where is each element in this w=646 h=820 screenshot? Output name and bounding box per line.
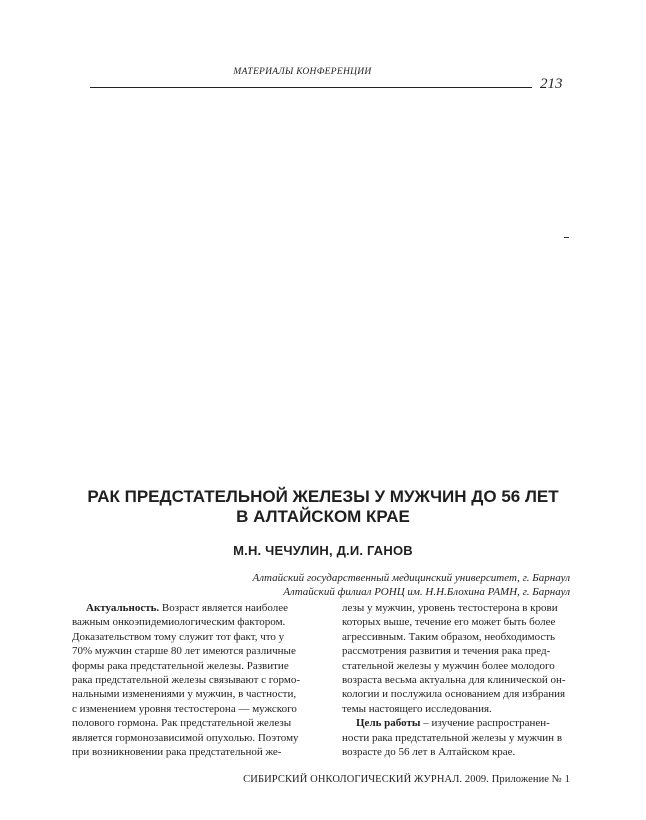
body-line: полового гормона. Рак предстательной железы bbox=[72, 717, 292, 730]
body-line: возрасте до 56 лет в Алтайском крае. bbox=[342, 746, 516, 759]
section-heading-relevance: Актуальность. bbox=[86, 602, 160, 614]
body-line: кологии и послужила основанием для избрания bbox=[342, 688, 566, 701]
body-line: формы рака предстательной железы. Развитие bbox=[72, 659, 289, 672]
body-line: 70% мужчин старше 80 лет имеются различные bbox=[72, 645, 296, 658]
body-line: нальными изменениями у мужчин, в частности, bbox=[72, 688, 297, 701]
journal-footer: СИБИРСКИЙ ОНКОЛОГИЧЕСКИЙ ЖУРНАЛ. 2009. Приложение № 1 bbox=[243, 774, 570, 785]
body-line: Цель работы – изучение распространен- bbox=[356, 717, 550, 730]
running-head: МАТЕРИАЛЫ КОНФЕРЕНЦИИ bbox=[233, 67, 372, 77]
affiliations bbox=[80, 571, 570, 599]
body-column-right bbox=[342, 601, 566, 759]
page-number: 213 bbox=[540, 76, 563, 92]
header-rule bbox=[90, 87, 532, 88]
body-line: Доказательством тому служит тот факт, что у bbox=[72, 630, 285, 643]
body-line: возраста весьма актуальна для клинической он- bbox=[342, 674, 566, 687]
body-line: при возникновении рака предстательной же- bbox=[72, 746, 282, 759]
body-line: с изменением уровня тестостерона — мужского bbox=[72, 702, 297, 715]
body-line: важным онкоэпидемиологическим фактором. bbox=[72, 616, 286, 629]
body-line: рака предстательной железы связывают с гормо- bbox=[72, 674, 300, 687]
article-title bbox=[40, 487, 606, 527]
affiliation-line: Алтайский филиал РОНЦ им. Н.Н.Блохина РАМН, г. Барнаул bbox=[283, 586, 570, 598]
article-title-line-2: В АЛТАЙСКОМ КРАЕ bbox=[236, 507, 410, 526]
body-column-left bbox=[72, 601, 300, 759]
article-authors: М.Н. ЧЕЧУЛИН, Д.И. ГАНОВ bbox=[233, 543, 413, 558]
body-line: темы настоящего исследования. bbox=[342, 702, 492, 715]
section-heading-aim: Цель работы bbox=[356, 717, 421, 730]
body-line: является гормонозависимой опухолью. Поэтому bbox=[72, 731, 299, 744]
body-line: ности рака предстательной железы у мужчин в bbox=[342, 731, 563, 744]
body-line: агрессивным. Таким образом, необходимость bbox=[342, 630, 556, 643]
body-line: стательной железы у мужчин более молодого bbox=[342, 659, 555, 672]
article-title-line-1: РАК ПРЕДСТАТЕЛЬНОЙ ЖЕЛЕЗЫ У МУЖЧИН ДО 56 ЛЕТ bbox=[87, 487, 559, 506]
body-line: рассмотрения развития и течения рака пред- bbox=[342, 645, 551, 658]
affiliation-line: Алтайский государственный медицинский университет, г. Барнаул bbox=[252, 572, 570, 584]
body-line: лезы у мужчин, уровень тестостерона в крови bbox=[342, 602, 558, 614]
body-line: которых выше, течение его может быть более bbox=[342, 616, 556, 629]
body-line: Актуальность. Возраст является наиболее bbox=[86, 602, 288, 614]
stray-dash-mark bbox=[564, 237, 569, 238]
